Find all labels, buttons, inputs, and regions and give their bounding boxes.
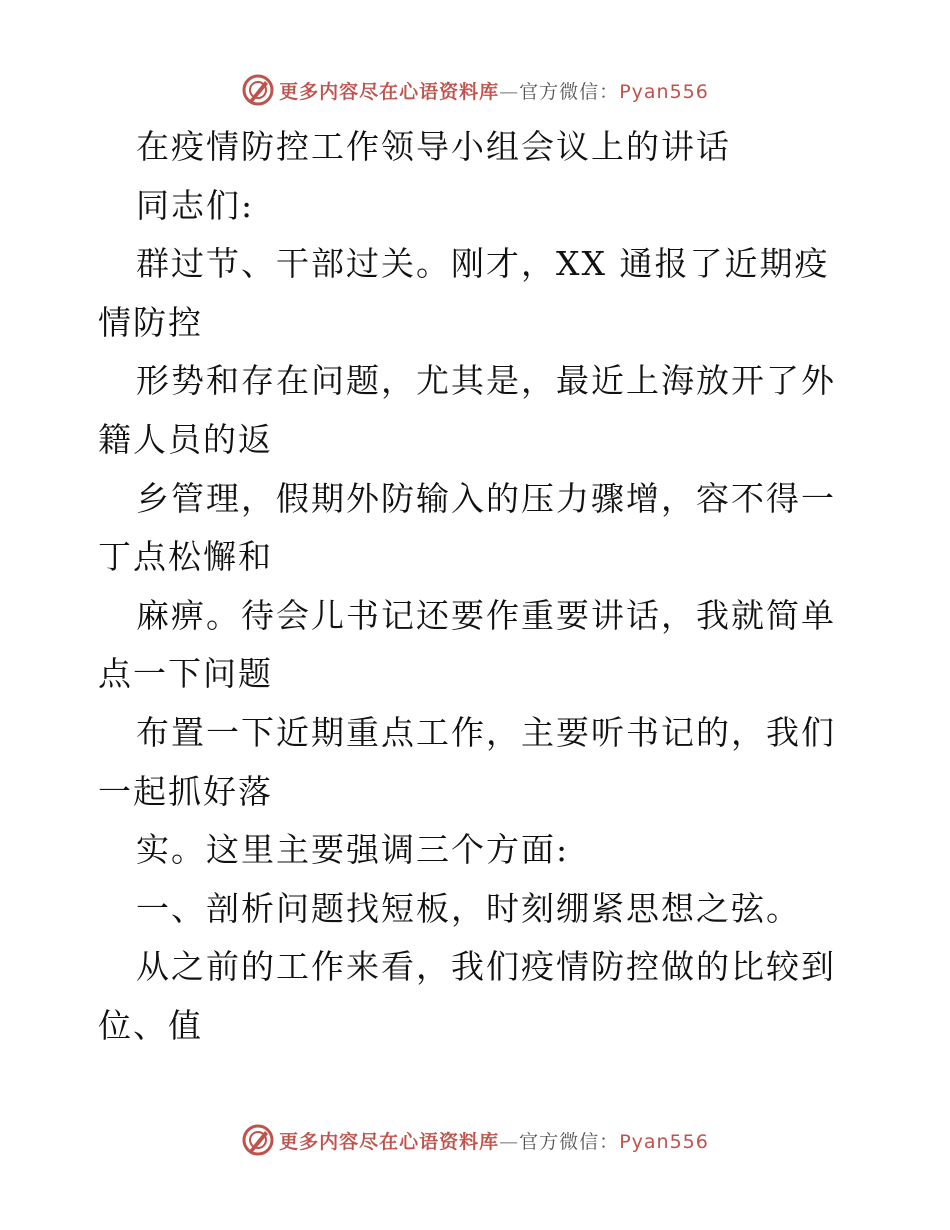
watermark-contact-label: 官方微信：	[519, 80, 620, 103]
watermark-site: 更多内容尽在心语资料库	[279, 80, 500, 103]
watermark-site: 更多内容尽在心语资料库	[279, 1130, 500, 1153]
brush-circle-logo-icon	[241, 73, 275, 107]
document-title: 在疫情防控工作领导小组会议上的讲话	[136, 127, 731, 166]
watermark-text	[279, 77, 709, 104]
watermark-separator: —	[499, 80, 520, 103]
document-body	[98, 118, 858, 1056]
body-line: 实。这里主要强调三个方面:	[136, 830, 570, 870]
body-line: 麻痹。待会儿书记还要作重要讲话，我就简单点一下问题	[98, 595, 836, 694]
watermark-separator: —	[499, 1130, 520, 1153]
brush-circle-logo-icon	[241, 1123, 275, 1157]
body-line: 从之前的工作来看，我们疫情防控做的比较到位、值	[98, 947, 836, 1045]
body-line: 乡管理，假期外防输入的压力骤增，容不得一丁点松懈和	[98, 478, 836, 577]
salutation: 同志们:	[136, 185, 255, 225]
watermark-text	[279, 1127, 709, 1154]
body-line: 群过节、干部过关。刚才，XX 通报了近期疫情防控	[98, 244, 830, 342]
header-watermark	[0, 70, 950, 110]
section-heading: 一、剖析问题找短板，时刻绷紧思想之弦。	[136, 888, 801, 928]
body-line: 形势和存在问题，尤其是，最近上海放开了外籍人员的返	[98, 361, 836, 459]
watermark-contact-label: 官方微信：	[519, 1130, 620, 1153]
body-line: 布置一下近期重点工作，主要听书记的，我们一起抓好落	[98, 712, 836, 811]
watermark-contact-handle: Pyan556	[619, 1130, 709, 1153]
footer-watermark	[0, 1120, 950, 1160]
watermark-contact-handle: Pyan556	[619, 80, 709, 103]
